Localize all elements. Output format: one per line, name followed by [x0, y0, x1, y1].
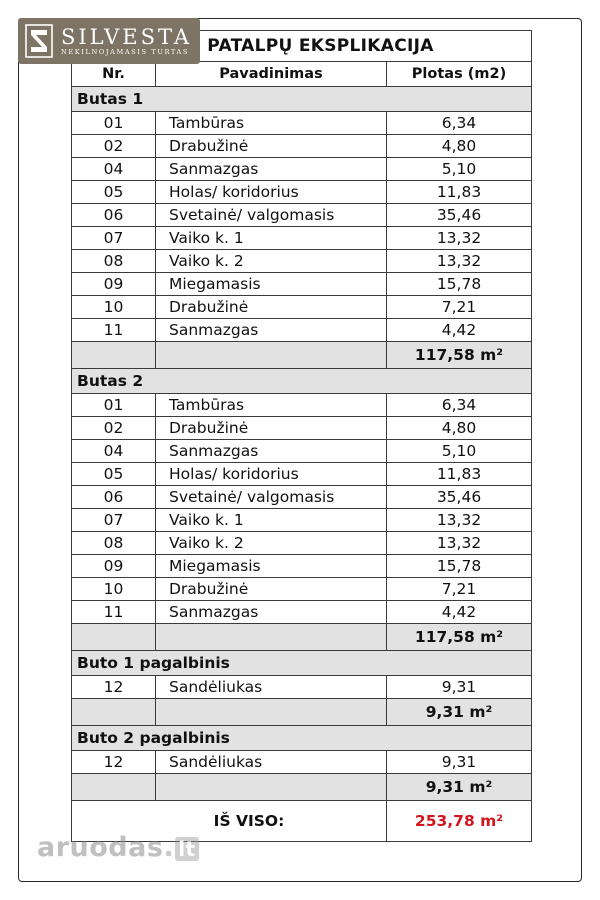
- total-value: 253,78 m²: [387, 801, 532, 842]
- subtotal-value: 117,58 m²: [387, 624, 532, 651]
- table-row: [72, 417, 532, 440]
- room-name: Svetainė/ valgomasis: [156, 486, 387, 509]
- section-title: Buto 1 pagalbinis: [72, 651, 532, 676]
- room-name: Sanmazgas: [156, 319, 387, 342]
- header-row: [72, 62, 532, 87]
- room-nr: 06: [72, 486, 156, 509]
- table-row: [72, 319, 532, 342]
- room-nr: 08: [72, 250, 156, 273]
- table-row: [72, 296, 532, 319]
- room-area: 6,34: [387, 112, 532, 135]
- subtotal-blank-2: [156, 774, 387, 801]
- table-row: [72, 486, 532, 509]
- room-name: Vaiko k. 1: [156, 509, 387, 532]
- room-nr: 09: [72, 555, 156, 578]
- col-header-name: Pavadinimas: [156, 62, 387, 87]
- room-area: 5,10: [387, 158, 532, 181]
- table-row: [72, 250, 532, 273]
- table-row: [72, 181, 532, 204]
- silvesta-logo: [18, 18, 200, 64]
- table-row: [72, 204, 532, 227]
- col-header-area: Plotas (m2): [387, 62, 532, 87]
- subtotal-row: [72, 774, 532, 801]
- table-row: [72, 532, 532, 555]
- subtotal-blank-2: [156, 624, 387, 651]
- table-row: [72, 751, 532, 774]
- room-nr: 10: [72, 578, 156, 601]
- room-area: 4,80: [387, 135, 532, 158]
- room-nr: 11: [72, 319, 156, 342]
- room-name: Miegamasis: [156, 555, 387, 578]
- room-nr: 06: [72, 204, 156, 227]
- room-nr: 02: [72, 135, 156, 158]
- room-area: 9,31: [387, 751, 532, 774]
- room-nr: 07: [72, 509, 156, 532]
- section-header-row: [72, 726, 532, 751]
- room-name: Holas/ koridorius: [156, 463, 387, 486]
- room-area: 9,31: [387, 676, 532, 699]
- room-name: Drabužinė: [156, 578, 387, 601]
- room-name: Drabužinė: [156, 135, 387, 158]
- room-name: Sanmazgas: [156, 601, 387, 624]
- room-nr: 11: [72, 601, 156, 624]
- subtotal-blank-2: [156, 342, 387, 369]
- table-row: [72, 112, 532, 135]
- table-row: [72, 135, 532, 158]
- total-label: IŠ VISO:: [72, 801, 387, 842]
- section-header-row: [72, 369, 532, 394]
- subtotal-row: [72, 624, 532, 651]
- subtotal-row: [72, 699, 532, 726]
- room-area: 11,83: [387, 181, 532, 204]
- table-row: [72, 601, 532, 624]
- table-row: [72, 273, 532, 296]
- room-name: Sanmazgas: [156, 158, 387, 181]
- explication-table: [71, 30, 532, 842]
- watermark-text: aruodas: [37, 832, 164, 863]
- room-nr: 10: [72, 296, 156, 319]
- room-area: 13,32: [387, 532, 532, 555]
- logo-tagline: NEKILNOJAMASIS TURTAS: [61, 47, 190, 56]
- subtotal-value: 117,58 m²: [387, 342, 532, 369]
- room-nr: 09: [72, 273, 156, 296]
- room-area: 35,46: [387, 204, 532, 227]
- silvesta-logo-icon: [25, 24, 53, 58]
- subtotal-blank-1: [72, 624, 156, 651]
- room-area: 4,42: [387, 319, 532, 342]
- table-row: [72, 394, 532, 417]
- section-title: Butas 2: [72, 369, 532, 394]
- subtotal-value: 9,31 m²: [387, 699, 532, 726]
- room-nr: 04: [72, 158, 156, 181]
- section-title: Buto 2 pagalbinis: [72, 726, 532, 751]
- room-name: Tambūras: [156, 112, 387, 135]
- room-name: Vaiko k. 1: [156, 227, 387, 250]
- room-area: 11,83: [387, 463, 532, 486]
- room-name: Vaiko k. 2: [156, 532, 387, 555]
- table-row: [72, 227, 532, 250]
- room-area: 15,78: [387, 273, 532, 296]
- logo-name: SILVESTA: [61, 24, 193, 49]
- room-area: 7,21: [387, 578, 532, 601]
- room-name: Drabužinė: [156, 296, 387, 319]
- table-row: [72, 676, 532, 699]
- room-nr: 12: [72, 751, 156, 774]
- table-row: [72, 440, 532, 463]
- room-area: 6,34: [387, 394, 532, 417]
- room-nr: 08: [72, 532, 156, 555]
- room-name: Sanmazgas: [156, 440, 387, 463]
- room-area: 13,32: [387, 509, 532, 532]
- room-area: 13,32: [387, 250, 532, 273]
- room-area: 15,78: [387, 555, 532, 578]
- subtotal-blank-1: [72, 774, 156, 801]
- subtotal-blank-1: [72, 342, 156, 369]
- section-title: Butas 1: [72, 87, 532, 112]
- subtotal-blank-2: [156, 699, 387, 726]
- room-nr: 01: [72, 394, 156, 417]
- room-name: Vaiko k. 2: [156, 250, 387, 273]
- room-area: 5,10: [387, 440, 532, 463]
- room-name: Miegamasis: [156, 273, 387, 296]
- subtotal-value: 9,31 m²: [387, 774, 532, 801]
- table-row: [72, 555, 532, 578]
- section-header-row: [72, 651, 532, 676]
- room-area: 4,42: [387, 601, 532, 624]
- room-area: 35,46: [387, 486, 532, 509]
- room-nr: 05: [72, 181, 156, 204]
- section-header-row: [72, 87, 532, 112]
- room-name: Holas/ koridorius: [156, 181, 387, 204]
- room-nr: 12: [72, 676, 156, 699]
- subtotal-blank-1: [72, 699, 156, 726]
- room-area: 13,32: [387, 227, 532, 250]
- subtotal-row: [72, 342, 532, 369]
- table-row: [72, 158, 532, 181]
- room-name: Drabužinė: [156, 417, 387, 440]
- col-header-nr: Nr.: [72, 62, 156, 87]
- room-area: 4,80: [387, 417, 532, 440]
- room-name: Svetainė/ valgomasis: [156, 204, 387, 227]
- aruodas-watermark: aruodas. lt: [37, 832, 199, 863]
- table-title: PATALPŲ EKSPLIKACIJA: [72, 31, 532, 62]
- room-area: 7,21: [387, 296, 532, 319]
- room-nr: 01: [72, 112, 156, 135]
- table-row: [72, 578, 532, 601]
- room-name: Sandėliukas: [156, 676, 387, 699]
- table-row: [72, 509, 532, 532]
- table-row: [72, 463, 532, 486]
- room-nr: 05: [72, 463, 156, 486]
- room-name: Sandėliukas: [156, 751, 387, 774]
- watermark-tld: lt: [175, 837, 198, 861]
- room-nr: 07: [72, 227, 156, 250]
- room-nr: 02: [72, 417, 156, 440]
- room-nr: 04: [72, 440, 156, 463]
- room-name: Tambūras: [156, 394, 387, 417]
